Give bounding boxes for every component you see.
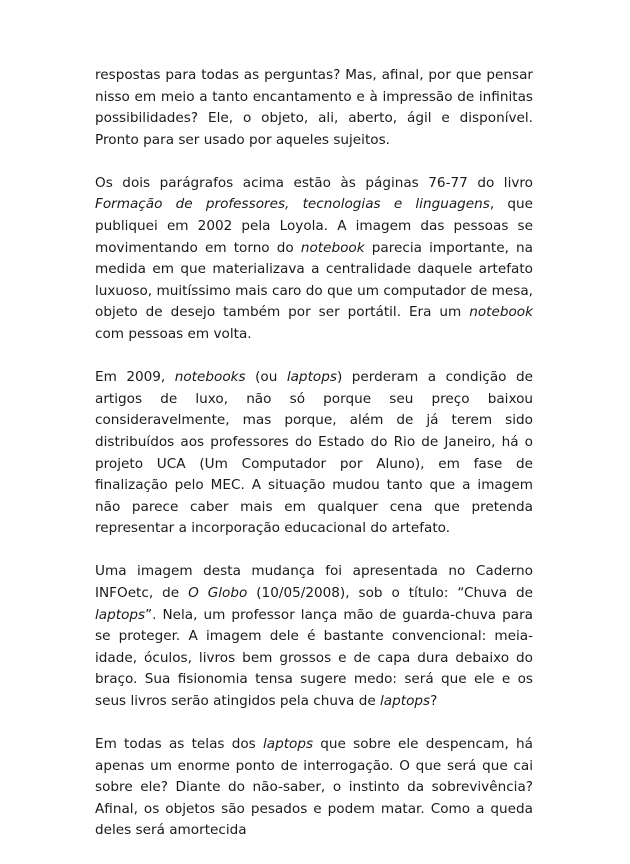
text-run: parecia importante, na medida em que materializava a centralidade daquele artefato luxuoso, muitíssimo mais caro do que um computador de mesa, objeto de desejo também por ser portátil. Era um: [95, 239, 533, 321]
italic-text: O Globo: [188, 584, 248, 601]
text-run: Os dois parágrafos acima estão às páginas 76-77 do livro: [95, 174, 533, 191]
text-run: Em 2009,: [95, 369, 175, 386]
italic-text: laptops: [380, 692, 431, 709]
italic-text: laptops: [286, 369, 337, 386]
text-run: ”. Nela, um professor lança mão de guarda-chuva para se proteger. A imagem dele é bastante convencional: meia-idade, óculos, livros bem grossos e de capa dura debaixo do braço. Sua fisionomia tensa sugere medo: será que ele e os seus livros serão atingidos pela chuva de: [95, 606, 533, 709]
text-run: Uma imagem desta mudança foi apresentada no Caderno INFOetc, de: [95, 563, 533, 601]
text-run: Em todas as telas dos: [95, 736, 263, 753]
italic-text: notebook: [300, 239, 365, 256]
paragraph: [95, 734, 533, 842]
italic-text: notebook: [469, 304, 533, 321]
text-run: (10/05/2008), sob o título: “Chuva de: [247, 584, 533, 601]
text-run: , que publiquei em 2002 pela Loyola. A imagem das pessoas se movimentando em torno do: [95, 196, 533, 256]
text-run: respostas para todas as perguntas? Mas, afinal, por que pensar nisso em meio a tanto encantamento e à impressão de infinitas possibilidades? Ele, o objeto, ali, aberto, ágil e disponível. Pronto para ser usado por aqueles sujeitos.: [95, 67, 533, 148]
text-run: ) perderam a condição de artigos de luxo, não só porque seu preço baixou consideravelmente, mas porque, além de já terem sido distribuídos aos professores do Estado do Rio de Janeiro, há o projeto UCA (Um Computador por Aluno), em fase de finalização pelo MEC. A situação mudou tanto que a imagem não parece caber mais em qualquer cena que pretenda representar a incorporação educacional do artefato.: [95, 369, 533, 537]
italic-text: notebooks: [174, 369, 246, 386]
italic-text: laptops: [262, 736, 314, 753]
italic-text: laptops: [95, 606, 146, 623]
text-run: que sobre ele despencam, há apenas um enorme ponto de interrogação. O que será que cai sobre ele? Diante do não-saber, o instinto da sobrevivência? Afinal, os objetos são pesados e podem matar. Como a queda deles será amortecida: [95, 736, 533, 839]
text-run: com pessoas em volta.: [95, 326, 252, 343]
text-run: (ou: [245, 369, 287, 386]
paragraph: [95, 173, 533, 346]
paragraph: [95, 367, 533, 540]
text-run: ?: [430, 692, 438, 709]
paragraph: [95, 65, 533, 151]
paragraph: [95, 561, 533, 712]
body-text: [95, 65, 533, 864]
italic-text: Formação de professores, tecnologias e linguagens: [95, 196, 490, 213]
